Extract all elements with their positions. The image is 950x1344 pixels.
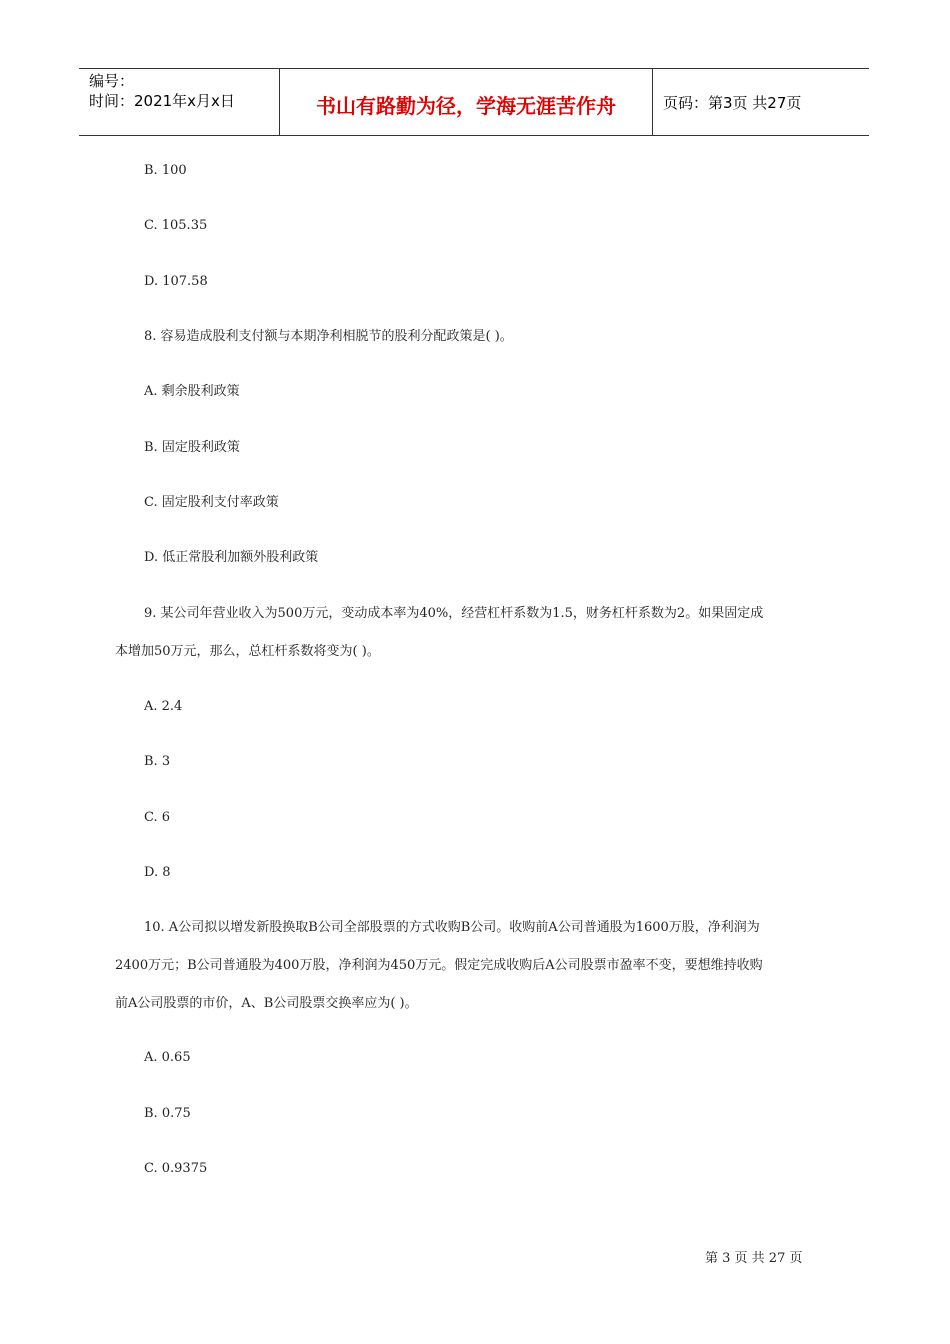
option-line: A. 0.65 [144, 1050, 191, 1065]
question-line: 10. A公司拟以增发新股换取B公司全部股票的方式收购B公司。收购前A公司普通股为1600万股，净利润为 [144, 920, 760, 935]
option-line: D. 低正常股利加额外股利政策 [144, 550, 319, 565]
option-line: B. 100 [144, 163, 187, 178]
question-line: 8. 容易造成股利支付额与本期净利相脱节的股利分配政策是( )。 [144, 329, 513, 344]
question-line: 本增加50万元，那么，总杠杆系数将变为( )。 [115, 644, 380, 659]
option-line: A. 剩余股利政策 [144, 384, 240, 399]
question-line: 前A公司股票的市价，A、B公司股票交换率应为( )。 [115, 996, 418, 1011]
code-label: 编号： [89, 72, 135, 90]
option-line: B. 0.75 [144, 1106, 191, 1121]
question-line: 9. 某公司年营业收入为500万元，变动成本率为40%，经营杠杆系数为1.5，财务杠杆系数为2。如果固定成 [144, 606, 764, 621]
question-line: 2400万元；B公司普通股为400万股，净利润为450万元。假定完成收购后A公司股票市盈率不变，要想维持收购 [115, 958, 763, 973]
option-line: C. 6 [144, 810, 171, 825]
option-line: A. 2.4 [144, 699, 183, 714]
option-line: C. 105.35 [144, 218, 208, 233]
option-line: B. 3 [144, 754, 171, 769]
option-line: C. 0.9375 [144, 1161, 208, 1176]
option-line: C. 固定股利支付率政策 [144, 495, 279, 510]
option-line: D. 8 [144, 865, 171, 880]
page-header [79, 68, 869, 136]
header-meta [79, 69, 280, 135]
option-line: B. 固定股利政策 [144, 440, 240, 455]
option-line: D. 107.58 [144, 274, 208, 289]
header-motto: 书山有路勤为径，学海无涯苦作舟 [280, 69, 653, 135]
page-footer: 第 3 页 共 27 页 [705, 1251, 803, 1266]
date-line: 时间：2021年x月x日 [89, 92, 235, 110]
header-page-info: 页码：第3页 共27页 [663, 93, 802, 112]
